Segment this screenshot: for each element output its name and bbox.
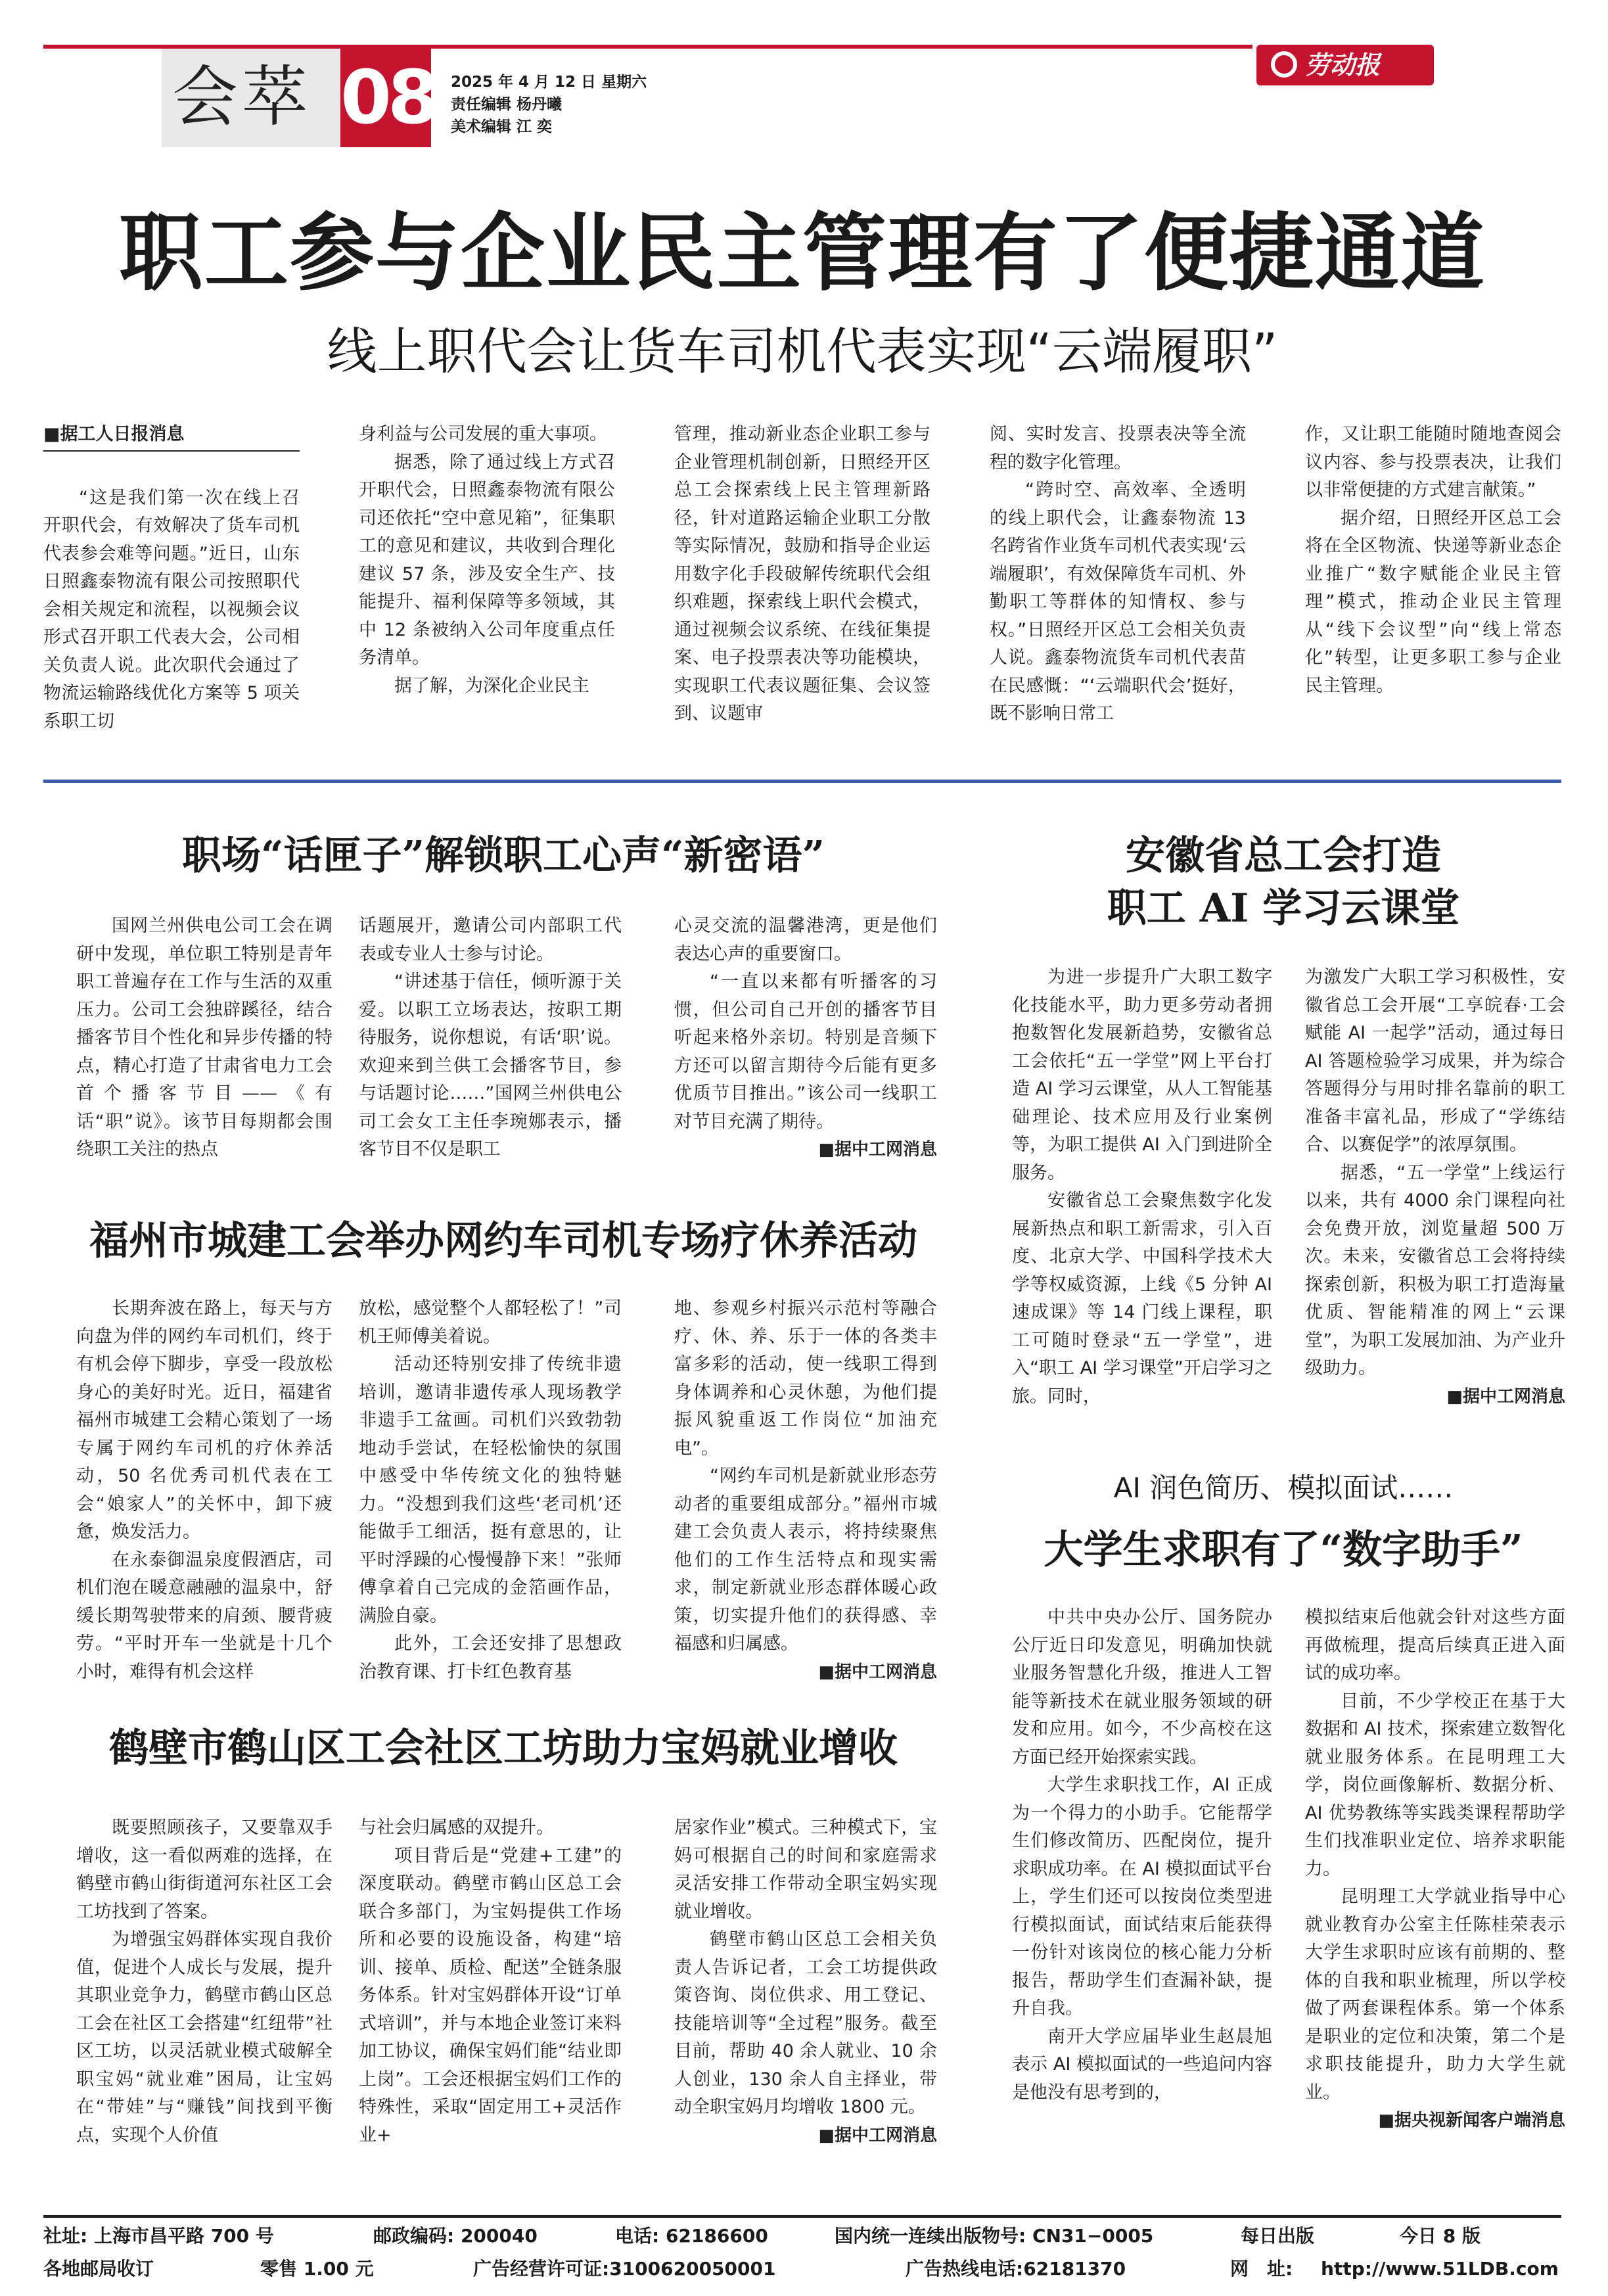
article-paragraph: 项目背后是“党建+工建”的深度联动。鹤壁市鹤山区总工会联合多部门，为宝妈提供工作场所和必要的设施设备，构建“培训、接单、质检、配送”全链条服务体系。针对宝妈群体开设“订单式培训”，并与本地企业签订来料加工协议，确保宝妈们能“结业即上岗”。工会还根据宝妈们工作的特殊性，采取“固定用工+灵活作业+ <box>359 1845 622 2145</box>
lead-paragraph: 作，又让职工能随时随地查阅会议内容、参与投票表决，让我们以非常便捷的方式建言献策。” <box>1305 424 1561 500</box>
lead-paragraph: 管理，推动新业态企业职工参与企业管理机制创新，日照经开区总工会探索线上民主管理新路径，针对道路运输企业职工分散等实际情况，鼓励和指导企业运用数字化手段破解传统职代会组织难题，探索线上职代会模式，通过视频会议系统、在线征集提案、电子投票表决等功能模块，实现职工代表议题征集、会议签到、议题审 <box>674 424 930 724</box>
article-3-column-1 <box>76 1814 333 2182</box>
article-5-kicker: AI 润色简历、模拟面试…… <box>1113 1472 1454 1504</box>
article-paragraph: 目前，不少学校正在基于大数据和 AI 技术，探索建立数智化就业服务体系。在昆明理工大学，岗位画像解析、数据分析、AI 优势教练等实践类课程帮助学生们找准职业定位、培养求职能力。 <box>1305 1691 1565 1879</box>
logo-text: 劳动报 <box>1305 50 1381 80</box>
article-4-source: ■据中工网消息 <box>1446 1386 1565 1407</box>
article-paragraph: “讲述基于信任，倾听源于关爱。以职工立场表达，按职工期待服务，说你想说，有话‘职’说。欢迎来到兰供工会播客节目，参与话题讨论……”国网兰州供电公司工会女工主任李琬娜表示，播客节目不仅是职工 <box>359 972 622 1160</box>
lead-source: ■据工人日报消息 <box>43 421 300 452</box>
lead-column-5 <box>1305 421 1561 736</box>
article-2-column-3 <box>674 1295 937 1716</box>
article-paragraph: 鹤壁市鹤山区总工会相关负责人告诉记者，工会工坊提供政策咨询、岗位供求、用工登记、技能培训等“全过程”服务。截至目前，帮助 40 余人就业、10 余人创业，130 余人自主择业，带动全职宝妈月均增收 1800 元。 <box>674 1929 937 2117</box>
article-3-source: ■据中工网消息 <box>818 2125 937 2145</box>
article-1-column-1 <box>76 912 333 1241</box>
article-paragraph: 为进一步提升广大职工数字化技能水平，助力更多劳动者拥抱数智化发展新趋势，安徽省总工会依托“五一学堂”网上平台打造 AI 学习云课堂，从人工智能基础理论、技术应用及行业案例等，为职工提供 AI 入门到进阶全服务。 <box>1012 967 1272 1183</box>
page-number: 08 <box>340 55 435 141</box>
footer-ad-phone: 广告热线电话:62181370 <box>906 2258 1126 2280</box>
article-5-column-1 <box>1012 1604 1272 2195</box>
article-paragraph: 安徽省总工会聚焦数字化发展新热点和职工新需求，引入百度、北京大学、中国科学技术大学等权威资源，上线《5 分钟 AI 速成课》等 14 门线上课程，职工可随时登录“五一学堂”，进入“职工 AI 学习课堂”开启学习之旅。同时， <box>1012 1190 1272 1407</box>
lead-paragraph: “跨时空、高效率、全透明的线上职代会，让鑫泰物流 13 名跨省作业货车司机代表实现‘云端履职’，有效保障货车司机、外勤职工等群体的知情权、参与权。”日照经开区总工会相关负责人说。鑫泰物流货车司机代表苗在民感慨：“‘云端职代会’挺好，既不影响日常工 <box>990 480 1246 724</box>
article-paragraph: 与社会归属感的双提升。 <box>359 1817 554 1838</box>
lead-column-3 <box>674 421 930 736</box>
newspaper-logo <box>1256 45 1434 85</box>
article-4-title-line-1: 安徽省总工会打造 <box>1126 833 1441 879</box>
article-paragraph: 地、参观乡村振兴示范村等融合疗、休、养、乐于一体的各类丰富多彩的活动，使一线职工得到身体调养和心灵休憩，为他们提振风貌重返工作岗位“加油充电”。 <box>674 1298 937 1459</box>
footer-cn: 国内统一连续出版物号: CN31−0005 <box>835 2225 1154 2247</box>
footer-pages: 今日 8 版 <box>1400 2225 1481 2247</box>
footer-price: 零售 1.00 元 <box>260 2258 374 2280</box>
article-5-source: ■据央视新闻客户端消息 <box>1378 2111 1565 2130</box>
article-4-column-1 <box>1012 964 1272 1437</box>
lead-paragraph: 据介绍，日照经开区总工会将在全区物流、快递等新业态企业推广“数字赋能企业民主管理”模式，推动企业民主管理从“线下会议型”向“线上常态化”转型，让更多职工参与企业民主管理。 <box>1305 507 1561 696</box>
article-paragraph: 此外，工会还安排了思想政治教育课、打卡红色教育基 <box>359 1633 622 1682</box>
issue-date: 2025 年 4 月 12 日 星期六 <box>451 74 647 91</box>
article-1-column-2 <box>359 912 622 1241</box>
article-paragraph: 大学生求职找工作，AI 正成为一个得力的小助手。它能帮学生们修改简历、匹配岗位，提升求职成功率。在 AI 模拟面试平台上，学生们还可以按岗位类型进行模拟面试，面试结束后能获得一份针对该岗位的核心能力分析报告，帮助学生们查漏补缺，提升自我。 <box>1012 1775 1272 2019</box>
lead-paragraph: 阅、实时发言、投票表决等全流程的数字化管理。 <box>990 424 1246 473</box>
article-3-column-3 <box>674 1814 937 2182</box>
footer-daily: 每日出版 <box>1241 2225 1315 2247</box>
article-paragraph: 为激发广大职工学习积极性，安徽省总工会开展“工享皖春·工会赋能 AI 一起学”活动，通过每日 AI 答题检验学习成果，并为综合答题得分与用时排名靠前的职工准备丰富礼品，形成了“学练结合、以赛促学”的浓厚氛围。 <box>1305 967 1565 1155</box>
article-2-column-2 <box>359 1295 622 1716</box>
lead-paragraph: 据了解，为深化企业民主 <box>394 675 589 696</box>
article-3-title: 鹤壁市鹤山区工会社区工坊助力宝妈就业增收 <box>109 1725 898 1771</box>
article-paragraph: 既要照顾孩子，又要靠双手增收，这一看似两难的选择，在鹤壁市鹤山街街道河东社区工会工坊找到了答案。 <box>76 1817 333 1922</box>
article-2-column-1 <box>76 1295 333 1716</box>
lead-column-4 <box>990 421 1246 736</box>
article-paragraph: 话题展开，邀请公司内部职工代表或专业人士参与讨论。 <box>359 916 622 964</box>
article-1-column-3 <box>674 912 937 1241</box>
footer-phone: 电话: 62186600 <box>615 2225 768 2247</box>
footer-post: 各地邮局收订 <box>43 2258 154 2280</box>
article-paragraph: 模拟结束后他就会针对这些方面再做梳理，提高后续真正进入面试的成功率。 <box>1305 1607 1565 1683</box>
article-paragraph: 心灵交流的温馨港湾，更是他们表达心声的重要窗口。 <box>674 916 937 964</box>
article-paragraph: 长期奔波在路上，每天与方向盘为伴的网约车司机们，终于有机会停下脚步，享受一段放松身心的美好时光。近日，福建省福州市城建工会精心策划了一场专属于网约车司机的疗休养活动，50 名优秀司机代表在工会“娘家人”的关怀中，卸下疲惫，焕发活力。 <box>76 1298 333 1542</box>
article-4-title <box>1005 830 1561 935</box>
article-1-source: ■据中工网消息 <box>818 1140 937 1160</box>
article-2-source: ■据中工网消息 <box>818 1662 937 1682</box>
article-4-title-line-2: 职工 AI 学习云课堂 <box>1107 885 1460 931</box>
issue-meta <box>451 71 647 138</box>
footer-license: 广告经营许可证:3100620050001 <box>473 2258 776 2280</box>
article-paragraph: 据悉，“五一学堂”上线运行以来，共有 4000 余门课程向社会免费开放，浏览量超 500 万次。未来，安徽省总工会将持续探索创新，积极为职工打造海量优质、智能精准的网上“云课堂”，为职工发展加油、为产业升级助力。 <box>1305 1162 1565 1378</box>
article-3-column-2 <box>359 1814 622 2182</box>
footer-postcode: 邮政编码: 200040 <box>373 2225 538 2247</box>
article-paragraph: 昆明理工大学就业指导中心就业教育办公室主任陈桂荣表示大学生求职时应该有前期的、整体的自我和职业梳理，所以学校做了两套课程体系。第一个体系是职业的定位和决策，第二个是求职技能提升，助力大学生就业。 <box>1305 1886 1565 2103</box>
footer-website-label: 网 址: <box>1230 2258 1293 2280</box>
lead-paragraph: 据悉，除了通过线上方式召开职代会，日照鑫泰物流有限公司还依托“空中意见箱”，征集职工的意见和建议，共收到合理化建议 57 条，涉及安全生产、技能提升、福利保障等多领域，其中 12 条被纳入公司年度重点任务清单。 <box>359 452 615 668</box>
article-1-title: 职场“话匣子”解锁职工心声“新密语” <box>181 833 825 879</box>
article-paragraph: “一直以来都有听播客的习惯，但公司自己开创的播客节目听起来格外亲切。特别是音频下方还可以留言期待今后能有更多优质节目推出。”该公司一线职工对节目充满了期待。 <box>674 972 937 1132</box>
lead-title: 职工参与企业民主管理有了便捷通道 <box>118 204 1486 302</box>
article-paragraph: 活动还特别安排了传统非遗培训，邀请非遗传承人现场教学非遗手工盆画。司机们兴致勃勃地动手尝试，在轻松愉快的氛围中感受中华传统文化的独特魅力。“没想到我们这些‘老司机’还能做手工细活，挺有意思的，让平时浮躁的心慢慢静下来！”张师傅拿着自己完成的金箔画作品，满脸自豪。 <box>359 1354 622 1626</box>
lead-column-2 <box>359 421 615 736</box>
article-5-column-2 <box>1305 1604 1565 2195</box>
article-paragraph: “网约车司机是新就业形态劳动者的重要组成部分。”福州市城建工会负责人表示，将持续聚焦他们的工作生活特点和现实需求，制定新就业形态群体暖心政策，切实提升他们的获得感、幸福感和归属感。 <box>674 1466 937 1654</box>
section-name: 会萃 <box>172 59 311 135</box>
footer-website[interactable]: http://www.51LDB.com <box>1321 2258 1559 2280</box>
article-paragraph: 放松，感觉整个人都轻松了！”司机王师傅美着说。 <box>359 1298 622 1347</box>
article-5-title: 大学生求职有了“数字助手” <box>1044 1527 1523 1573</box>
issue-editor: 责任编辑 杨丹曦 <box>451 96 563 113</box>
lead-paragraph: 身利益与公司发展的重大事项。 <box>359 424 607 444</box>
article-paragraph: 为增强宝妈群体实现自我价值，促进个人成长与发展，提升其职业竞争力，鹤壁市鹤山区总工会在社区工会搭建“红纽带”社区工坊，以灵活就业模式破解全职宝妈“就业难”困局，让宝妈在“带娃”与“赚钱”间找到平衡点，实现个人价值 <box>76 1929 333 2145</box>
article-4-column-2 <box>1305 964 1565 1437</box>
article-paragraph: 在永泰御温泉度假酒店，司机们泡在暖意融融的温泉中，舒缓长期驾驶带来的肩颈、腰背疲劳。“平时开车一坐就是十几个小时，难得有机会这样 <box>76 1549 333 1682</box>
issue-art-editor: 美术编辑 江 奕 <box>451 118 553 135</box>
lead-column-1 <box>43 421 300 736</box>
footer-address: 社址: 上海市昌平路 700 号 <box>43 2225 274 2247</box>
lead-subtitle: 线上职代会让货车司机代表实现“云端履职” <box>327 322 1278 381</box>
article-2-title: 福州市城建工会举办网约车司机专场疗休养活动 <box>89 1218 917 1264</box>
article-paragraph: 南开大学应届毕业生赵晨旭表示 AI 模拟面试的一些追问内容是他没有思考到的， <box>1012 2026 1272 2103</box>
article-paragraph: 居家作业”模式。三种模式下，宝妈可根据自己的时间和家庭需求灵活安排工作带动全职宝妈实现就业增收。 <box>674 1817 937 1922</box>
section-divider <box>43 780 1561 783</box>
lead-paragraph: “这是我们第一次在线上召开职代会，有效解决了货车司机代表参会难等问题。”近日，山东日照鑫泰物流有限公司按照职代会相关规定和流程，以视频会议形式召开职工代表大会，公司相关负责人说。此次职代会通过了物流运输路线优化方案等 5 项关系职工切 <box>43 487 300 732</box>
footer-rule <box>43 2215 1561 2218</box>
article-paragraph: 中共中央办公厅、国务院办公厅近日印发意见，明确加快就业服务智慧化升级，推进人工智能等新技术在就业服务领域的研发和应用。如今，不少高校在这方面已经开始探索实践。 <box>1012 1607 1272 1768</box>
article-paragraph: 国网兰州供电公司工会在调研中发现，单位职工特别是青年职工普遍存在工作与生活的双重压力。公司工会独辟蹊径，结合播客节目个性化和异步传播的特点，精心打造了甘肃省电力工会首个播客节目——《有话“职”说》。该节目每期都会围绕职工关注的热点 <box>76 916 333 1160</box>
logo-mark-icon <box>1271 51 1297 78</box>
